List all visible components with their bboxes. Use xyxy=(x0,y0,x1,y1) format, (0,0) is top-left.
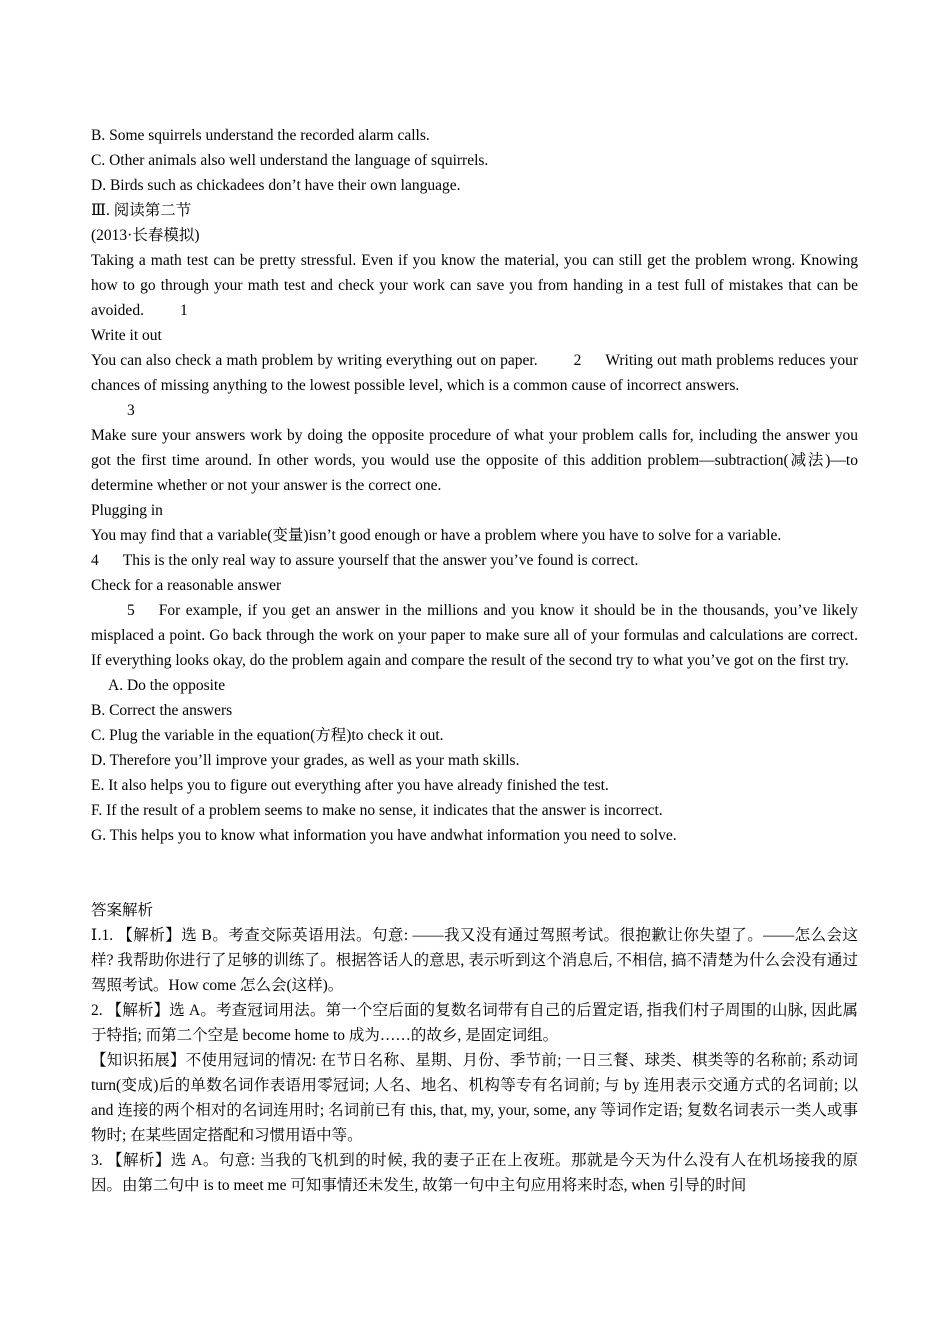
paragraph-text: You can also check a math problem by writing everything out on paper. xyxy=(91,352,538,369)
paragraph-text: This is the only real way to assure yourself that the answer you’ve found is correct. xyxy=(122,552,639,569)
answer-explanation: 2. 【解析】选 A。考查冠词用法。第一个空后面的复数名词带有自己的后置定语, 指我们村子周围的山脉, 因此属于特指; 而第二个空是 become home to 成为……的故乡, 是固定词组。 xyxy=(91,1002,858,1044)
option-line: D. Therefore you’ll improve your grades, as well as your math skills. xyxy=(91,752,520,769)
option-line: F. If the result of a problem seems to make no sense, it indicates that the answer is incorrect. xyxy=(91,802,663,819)
option-line: B. Some squirrels understand the recorded alarm calls. xyxy=(91,127,430,144)
option-line: C. Other animals also well understand the language of squirrels. xyxy=(91,152,489,169)
passage-paragraph xyxy=(91,348,858,398)
passage-heading: Write it out xyxy=(91,327,162,344)
knowledge-extension: 【知识拓展】不使用冠词的情况: 在节日名称、星期、月份、季节前; 一日三餐、球类、棋类等的名称前; 系动词 turn(变成)后的单数名词作表语用零冠词; 人名、地名、机构等专有名词前; 与 by 连用表示交通方式的名词前; 以 and 连接的两个相对的名词连用时; 名词前已有 this, that, my, your, some, any 等词作定语; 复数名词表示一类人或事物时; 在某些固定搭配和习惯用语中等。 xyxy=(91,1052,858,1144)
passage-paragraph xyxy=(91,523,858,573)
passage-heading: Plugging in xyxy=(91,502,163,519)
answer-explanation: 3. 【解析】选 A。句意: 当我的飞机到的时候, 我的妻子正在上夜班。那就是今天为什么没有人在机场接我的原因。由第二句中 is to meet me 可知事情还未发生, 故第一句中主句应用将来时态, when 引导的时间 xyxy=(91,1152,858,1194)
section-heading: Ⅲ. 阅读第二节 xyxy=(91,202,192,219)
option-line: B. Correct the answers xyxy=(91,702,233,719)
blank-number: 3 xyxy=(127,402,135,419)
paragraph-text: Writing out math problems reduces your chances of missing anything to the lowest possible level, which is a common cause of incorrect answers. xyxy=(91,352,858,394)
blank-number: 4 xyxy=(91,552,99,569)
option-line: A. Do the opposite xyxy=(108,677,226,694)
option-line: C. Plug the variable in the equation(方程)to check it out. xyxy=(91,727,444,744)
blank-number: 5 xyxy=(127,602,135,619)
passage-paragraph: Make sure your answers work by doing the opposite procedure of what your problem calls for, including the answer you got the first time around. In other words, you would use the opposite of this addition problem—subtraction(减法)—to determine whether or not your answer is the correct one. xyxy=(91,427,858,494)
document-page xyxy=(91,123,858,1198)
option-line: D. Birds such as chickadees don’t have their own language. xyxy=(91,177,461,194)
answer-explanation: Ⅰ.1. 【解析】选 B。考查交际英语用法。句意: ——我又没有通过驾照考试。很抱歉让你失望了。——怎么会这样? 我帮助你进行了足够的训练了。根据答话人的意思, 表示听到这个消息后, 不相信, 搞不清楚为什么会没有通过驾照考试。How come 怎么会(这样)。 xyxy=(91,927,858,994)
blank-number: 1 xyxy=(179,302,188,319)
blank-number: 2 xyxy=(573,352,582,369)
passage-intro xyxy=(91,248,858,323)
option-line: G. This helps you to know what information you have andwhat information you need to solve. xyxy=(91,827,677,844)
passage-intro-text: Taking a math test can be pretty stressful. Even if you know the material, you can still get the problem wrong. Knowing how to go through your math test and check your work can save you from handing in a test full of mistakes that can be avoided. xyxy=(91,252,858,319)
passage-heading: Check for a reasonable answer xyxy=(91,577,282,594)
answers-title: 答案解析 xyxy=(91,902,154,919)
paragraph-text: You may find that a variable(变量)isn’t good enough or have a problem where you have to solve for a variable. xyxy=(91,527,782,544)
source-note: (2013·长春模拟) xyxy=(91,227,200,244)
option-line: E. It also helps you to figure out everything after you have already finished the test. xyxy=(91,777,609,794)
paragraph-text: For example, if you get an answer in the millions and you know it should be in the thousands, you’ve likely misplaced a point. Go back through the work on your paper to make sure all of your formulas and calculations are correct. If everything looks okay, do the problem again and compare the result of the second try to what you’ve got on the first try. xyxy=(91,602,858,669)
passage-paragraph xyxy=(91,598,858,673)
